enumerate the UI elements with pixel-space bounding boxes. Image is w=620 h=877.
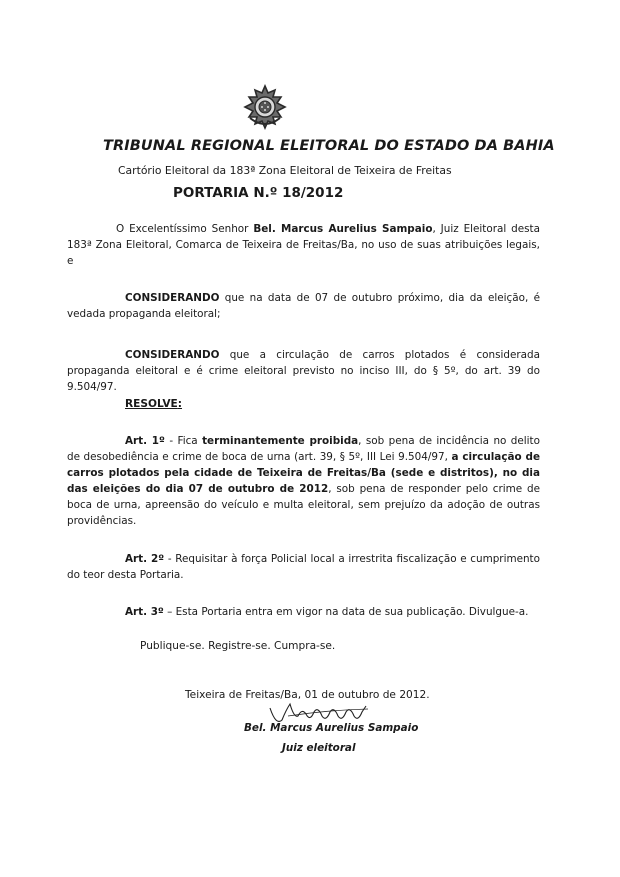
article-3-label: Art. 3º [125, 606, 164, 618]
intro-after: , Juiz Eleitoral desta 183ª Zona Eleitoral, Comarca de Teixeira de Freitas/Ba, no uso de suas atribuições legais, e [67, 223, 541, 267]
considerando-1-text: que na data de 07 de outubro próximo, dia da eleição, é vedada propaganda eleitoral; [67, 292, 540, 320]
article-1-text-2: , sob pena de incidência no delito de desobediência e crime de boca de urna (art. 39, § 5º, III Lei 9.504/97, [67, 435, 540, 463]
considerando-1-paragraph [67, 290, 540, 322]
resolve-suffix: : [177, 398, 183, 410]
article-2-label: Art. 2º [125, 553, 165, 565]
publication-formula: Publique-se. Registre-se. Cumpra-se. [140, 640, 336, 652]
considerando-2-keyword: CONSIDERANDO [125, 349, 220, 361]
article-1-text-3: , sob pena de responder pelo crime de boca de urna, apreensão do veículo e multa eleitoral, sem prejuízo da adoção de outras providências. [67, 483, 540, 527]
place-and-date: Teixeira de Freitas/Ba, 01 de outubro de 2012. [185, 689, 430, 701]
article-1-text-1: - Fica [164, 435, 203, 447]
article-2-paragraph [67, 551, 540, 583]
signer-name: Bel. Marcus Aurelius Sampaio [244, 722, 419, 734]
intro-paragraph [67, 221, 540, 269]
resolve-label: RESOLVE [125, 398, 178, 410]
article-3-paragraph [67, 604, 540, 620]
judge-name: Bel. Marcus Aurelius Sampaio [253, 223, 433, 235]
article-2-text: - Requisitar à força Policial local a irrestrita fiscalização e cumprimento do teor desta Portaria. [67, 553, 540, 581]
article-1-label: Art. 1º [125, 435, 165, 447]
registry-subtitle: Cartório Eleitoral da 183ª Zona Eleitoral de Teixeira de Freitas [118, 164, 452, 177]
court-title: TRIBUNAL REGIONAL ELEITORAL DO ESTADO DA BAHIA [103, 138, 555, 154]
resolve-heading [125, 398, 182, 410]
article-1-paragraph [67, 433, 540, 529]
intro-before: O Excelentíssimo Senhor [116, 223, 254, 235]
article-3-text: – Esta Portaria entra em vigor na data de sua publicação. Divulgue-a. [163, 606, 529, 618]
article-1-bold-2: a circulação de carros plotados pela cidade de Teixeira de Freitas/Ba (sede e distritos), no dia das eleições do dia 07 de outubro de 2012 [67, 451, 540, 495]
ordinance-number: PORTARIA N.º 18/2012 [173, 185, 344, 201]
signer-role: Juiz eleitoral [282, 742, 356, 754]
considerando-2-text: que a circulação de carros plotados é considerada propaganda eleitoral e é crime eleitoral previsto no inciso III, do § 5º, do art. 39 do 9.504/97. [67, 349, 540, 393]
article-1-bold-1: terminantemente proibida [202, 435, 359, 447]
coat-of-arms-icon [242, 84, 288, 130]
considerando-2-paragraph [67, 347, 540, 395]
considerando-1-keyword: CONSIDERANDO [125, 292, 220, 304]
